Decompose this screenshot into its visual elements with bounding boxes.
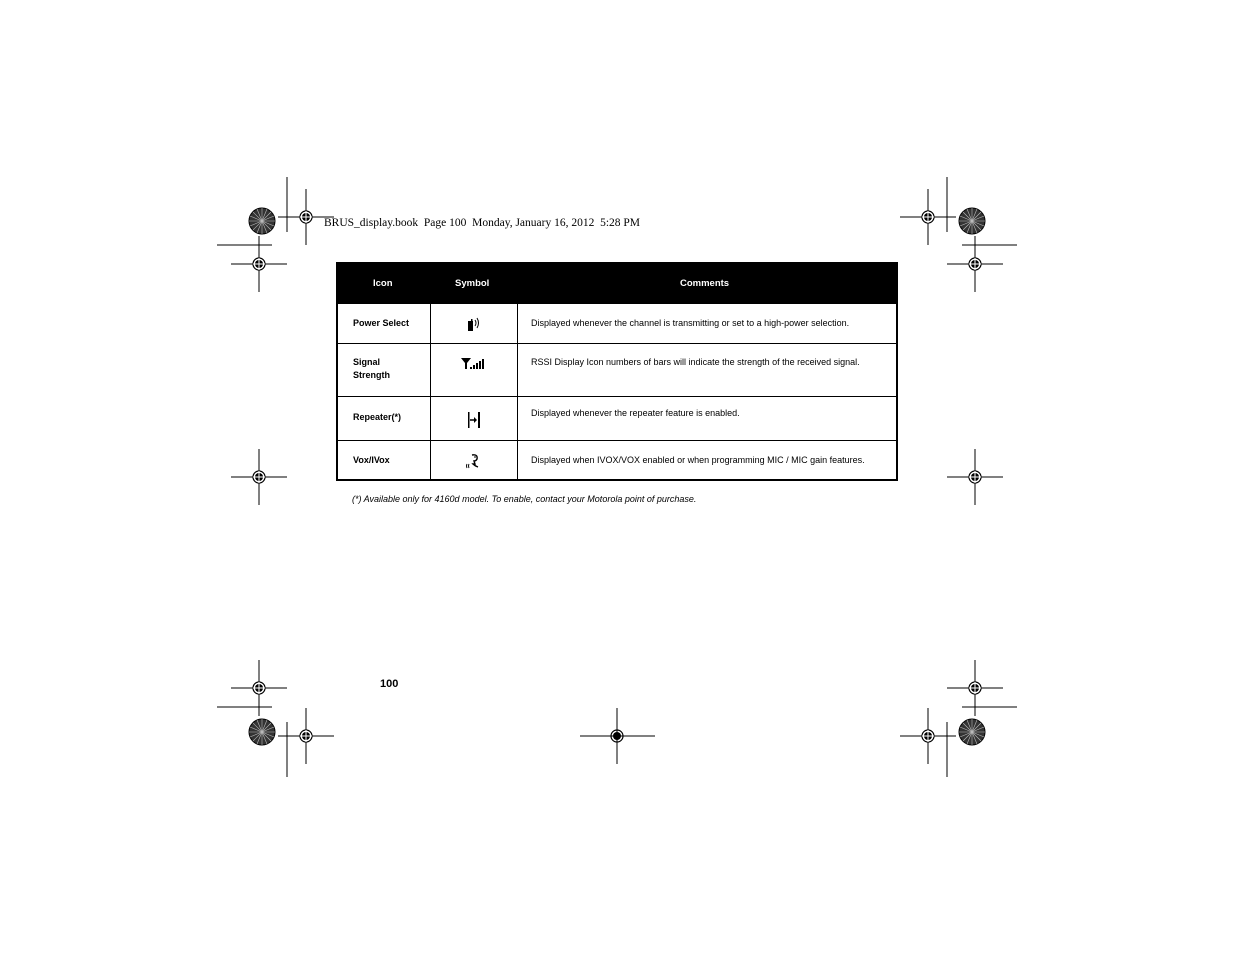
row-label: Vox/IVox [353,455,390,465]
row-label: Power Select [353,318,410,328]
row-label: Signal Strength [353,357,390,380]
row-comment: Displayed when IVOX/VOX enabled or when programming MIC / MIC gain features. [531,455,865,465]
row-comment: RSSI Display Icon numbers of bars will indicate the strength of the received signal. [531,357,860,367]
book-header: BRUS_display.book Page 100 Monday, January 16, 2012 5:28 PM [324,217,641,229]
column-header-comments: Comments [680,278,730,289]
row-label: Repeater(*) [353,412,402,422]
row-comment: Displayed whenever the channel is transmitting or set to a high-power selection. [531,318,850,328]
footnote: (*) Available only for 4160d model. To enable, contact your Motorola point of purchase. [352,494,697,504]
page-number: 100 [380,678,399,690]
power-select-icon [466,316,482,332]
column-header-symbol: Symbol [455,278,490,289]
vox-icon [465,452,483,470]
table-row [338,343,896,397]
repeater-icon [467,412,481,428]
signal-strength-icon [461,357,487,371]
icon-table [336,262,898,481]
table-header [338,264,896,304]
row-comment: Displayed whenever the repeater feature is enabled. [531,408,740,418]
table-row [338,396,896,441]
table-row [338,440,896,480]
table-row [338,304,896,343]
column-header-icon: Icon [373,278,393,289]
